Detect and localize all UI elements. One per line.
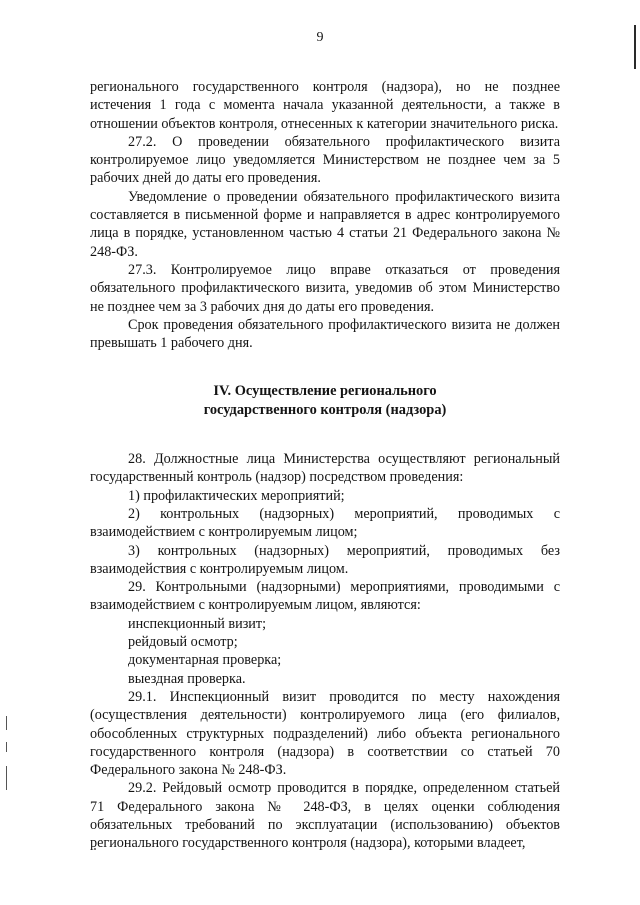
section-heading-line1: IV. Осуществление регионального (213, 383, 437, 400)
page-number: 9 (316, 30, 324, 45)
paragraph-continuation: регионального государственного контроля (надзора), но не позднее истечения 1 года с момента начала указанной деятельности, а также в отношении объектов контроля, отнесенных к категории значительного риска. (90, 79, 560, 132)
document-body (90, 78, 560, 853)
scan-edge-tick (6, 716, 7, 730)
section-heading (90, 382, 560, 419)
scan-edge-tick (6, 766, 7, 790)
scan-edge-tick (6, 742, 7, 752)
list-item: инспекционный визит; (128, 615, 267, 632)
paragraph-27-2: 27.2. О проведении обязательного профилактического визита контролируемое лицо уведомляется Министерством не позднее чем за 5 рабочих дней до даты его проведения. (90, 133, 560, 187)
list-item: рейдовый осмотр; (128, 634, 238, 651)
paragraph-27-3: 27.3. Контролируемое лицо вправе отказаться от проведения обязательного профилактического визита, уведомив об этом Министерство не позднее чем за 3 рабочих дня до даты его проведения. (90, 261, 560, 315)
paragraph-29-1: 29.1. Инспекционный визит проводится по месту нахождения (осуществления деятельности) контролируемого лица (его филиалов, обособленных структурных подразделений) либо объекта регионального государственного контроля (надзора) в соответствии со статьей 70 Федерального закона № 248-ФЗ. (90, 688, 560, 779)
paragraph-29: 29. Контрольными (надзорными) мероприятиями, проводимыми с взаимодействием с контролируемым лицом, являются: (90, 579, 560, 614)
list-item-28-3: 3) контрольных (надзорных) мероприятий, проводимых без взаимодействия с контролируемым лицом. (90, 542, 560, 577)
paragraph-notification: Уведомление о проведении обязательного профилактического визита составляется в письменной форме и направляется в адрес контролируемого лица в порядке, установленном частью 4 статьи 21 Федерального закона № 248-ФЗ. (90, 188, 560, 260)
list-item: выездная проверка. (128, 670, 246, 687)
paragraph-28: 28. Должностные лица Министерства осуществляют региональный государственный контроль (надзор) посредством проведения: (90, 451, 560, 486)
scan-edge-mark (634, 25, 636, 69)
list-item: документарная проверка; (128, 652, 282, 669)
list-item-28-2: 2) контрольных (надзорных) мероприятий, проводимых с взаимодействием с контролируемым лицом; (90, 505, 560, 541)
paragraph-duration: Срок проведения обязательного профилактического визита не должен превышать 1 рабочего дня. (90, 316, 560, 352)
paragraph-29-2: 29.2. Рейдовый осмотр проводится в порядке, определенном статьей 71 Федерального закона № 248-ФЗ, в целях оценки соблюдения обязательных требований по эксплуатации (использованию) объектов регионального государственного контроля (надзора), которыми владеет, (90, 780, 560, 852)
section-heading-line2: государственного контроля (надзора) (203, 401, 447, 418)
list-item-28-1: 1) профилактических мероприятий; (128, 487, 345, 504)
